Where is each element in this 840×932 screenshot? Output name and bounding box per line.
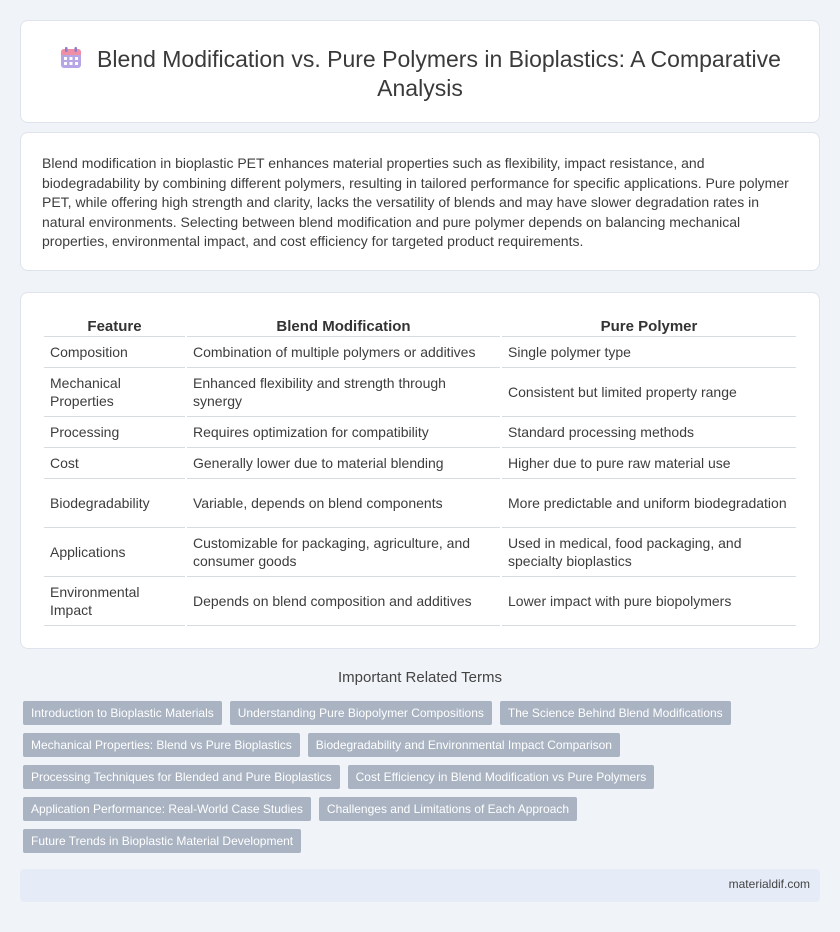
table-row xyxy=(44,577,796,626)
intro-paragraph: Blend modification in bioplastic PET enhances material properties such as flexibility, impact resistance, and biodegradability by combining different polymers, resulting in tailored performance for specific applications. Pure polymer PET, while offering high strength and clarity, lacks the versatility of blends and may have slower degradation rates in natural environments. Selecting between blend modification and pure polymer depends on balancing mechanical properties, environmental impact, and cost efficiency for targeted product requirements. xyxy=(42,155,789,249)
blend-cell: Customizable for packaging, agriculture, and consumer goods xyxy=(187,528,500,577)
table-row xyxy=(44,448,796,479)
blend-cell: Generally lower due to material blending xyxy=(187,448,500,479)
table-header-row xyxy=(44,317,796,337)
related-term-link[interactable]: Mechanical Properties: Blend vs Pure Bioplastics xyxy=(23,733,300,757)
table-row xyxy=(44,479,796,528)
related-terms-heading: Important Related Terms xyxy=(338,669,502,686)
pure-cell: Single polymer type xyxy=(502,337,796,368)
table-row xyxy=(44,417,796,448)
column-header-blend: Blend Modification xyxy=(187,317,500,337)
related-term-link[interactable]: Understanding Pure Biopolymer Compositions xyxy=(230,701,492,725)
blend-cell: Depends on blend composition and additives xyxy=(187,577,500,626)
title-card xyxy=(20,20,820,123)
related-terms-list xyxy=(23,701,793,861)
feature-cell: Cost xyxy=(44,448,185,479)
feature-cell: Processing xyxy=(44,417,185,448)
table-row xyxy=(44,337,796,368)
pure-cell: Lower impact with pure biopolymers xyxy=(502,577,796,626)
pure-cell: Used in medical, food packaging, and specialty bioplastics xyxy=(502,528,796,577)
related-term-link[interactable]: Processing Techniques for Blended and Pure Bioplastics xyxy=(23,765,340,789)
pure-cell: Higher due to pure raw material use xyxy=(502,448,796,479)
column-header-feature: Feature xyxy=(44,317,185,337)
feature-cell: Applications xyxy=(44,528,185,577)
page-title-wrap xyxy=(21,45,819,103)
related-term-link[interactable]: Biodegradability and Environmental Impact Comparison xyxy=(308,733,620,757)
related-term-link[interactable]: Introduction to Bioplastic Materials xyxy=(23,701,222,725)
site-link[interactable]: materialdif.com xyxy=(728,877,810,891)
related-term-link[interactable]: Future Trends in Bioplastic Material Development xyxy=(23,829,301,853)
feature-cell: Environmental Impact xyxy=(44,577,185,626)
pure-cell: More predictable and uniform biodegradation xyxy=(502,479,796,528)
pure-cell: Standard processing methods xyxy=(502,417,796,448)
intro-card xyxy=(20,132,820,271)
related-term-link[interactable]: Application Performance: Real-World Case Studies xyxy=(23,797,311,821)
page-title: Blend Modification vs. Pure Polymers in Bioplastics: A Comparative Analysis xyxy=(97,46,781,101)
table-row xyxy=(44,368,796,417)
related-term-link[interactable]: Cost Efficiency in Blend Modification vs Pure Polymers xyxy=(348,765,655,789)
blend-cell: Combination of multiple polymers or additives xyxy=(187,337,500,368)
blend-cell: Requires optimization for compatibility xyxy=(187,417,500,448)
pure-cell: Consistent but limited property range xyxy=(502,368,796,417)
comparison-table-card xyxy=(20,292,820,649)
related-term-link[interactable]: Challenges and Limitations of Each Approach xyxy=(319,797,577,821)
blend-cell: Enhanced flexibility and strength through synergy xyxy=(187,368,500,417)
feature-cell: Biodegradability xyxy=(44,479,185,528)
feature-cell: Mechanical Properties xyxy=(44,368,185,417)
comparison-table xyxy=(42,317,798,626)
related-term-link[interactable]: The Science Behind Blend Modifications xyxy=(500,701,731,725)
blend-cell: Variable, depends on blend components xyxy=(187,479,500,528)
feature-cell: Composition xyxy=(44,337,185,368)
table-row xyxy=(44,528,796,577)
calendar-icon xyxy=(59,46,83,70)
footer-bar xyxy=(20,869,820,902)
column-header-pure: Pure Polymer xyxy=(502,317,796,337)
